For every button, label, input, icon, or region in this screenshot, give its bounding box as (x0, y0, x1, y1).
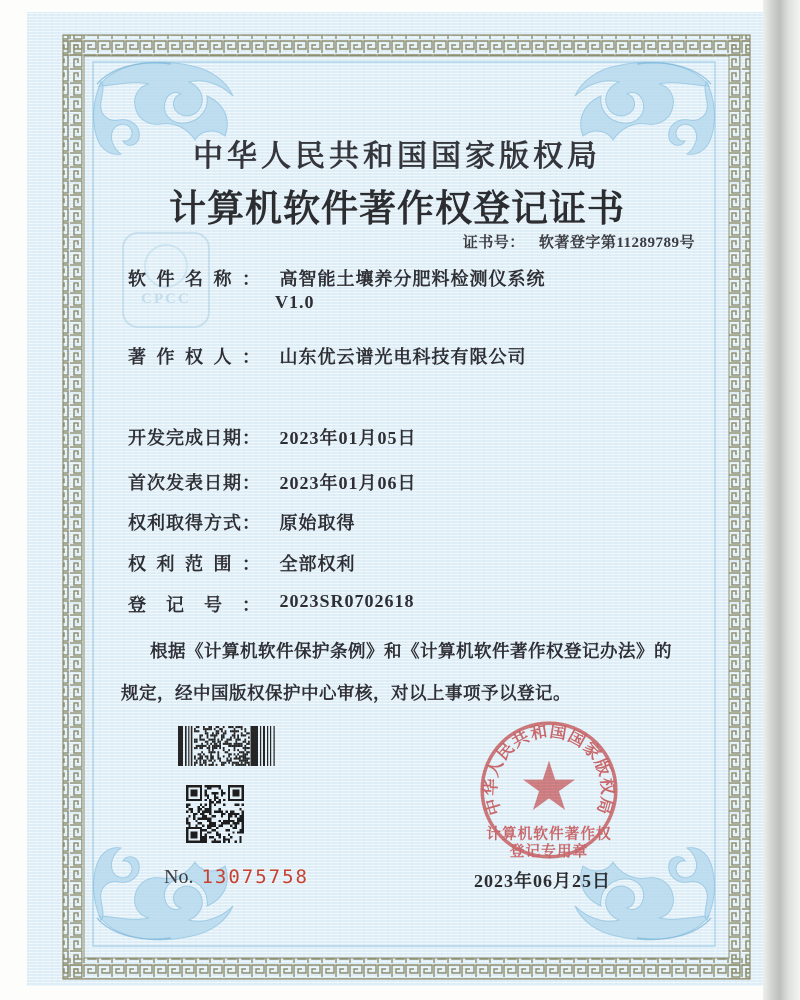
field-value: 全部权利 (279, 554, 356, 574)
certificate-paper (27, 12, 763, 986)
certificate-number-value: 软著登字第11289789号 (538, 235, 695, 251)
serial-label: No. (164, 866, 194, 888)
field-rights-scope (128, 550, 356, 576)
field-label: 开发完成日期： (128, 428, 260, 448)
statement-line-1: 根据《计算机软件保护条例》和《计算机软件著作权登记办法》的 (150, 641, 672, 661)
field-value: 2023年01月05日 (279, 428, 417, 448)
official-seal (468, 709, 630, 871)
seal-ring-text: 中华人民共和国国家版权局 (480, 721, 618, 818)
field-registration-number (128, 591, 415, 617)
statement-line-2: 规定，经中国版权保护中心审核，对以上事项予以登记。 (121, 683, 571, 703)
field-label: 著作权人： (128, 347, 260, 367)
field-label: 软件名称： (128, 269, 260, 289)
field-copyright-holder (128, 343, 527, 369)
scan-edge-artifact (763, 0, 800, 1000)
field-software-version: V1.0 (275, 292, 315, 312)
field-label: 登记号： (128, 595, 260, 615)
field-first-publish-date (128, 469, 417, 495)
serial-value: 13075758 (201, 866, 309, 888)
seal-line-2: 登记专用章 (509, 843, 589, 860)
issue-date: 2023年06月25日 (474, 871, 611, 891)
seal-line-1: 计算机软件著作权 (486, 826, 612, 843)
serial-number (164, 866, 309, 889)
authority-name: 中华人民共和国国家版权局 (193, 140, 601, 173)
qr-code (186, 785, 244, 843)
field-label: 权利范围： (128, 554, 260, 574)
watermark-text: CPCC (141, 291, 191, 307)
certificate-number-label: 证书号： (462, 235, 525, 251)
field-value: 原始取得 (279, 513, 356, 533)
field-value: 2023SR0702618 (279, 591, 415, 611)
field-software-name (128, 265, 546, 291)
field-value: 2023年01月06日 (279, 473, 417, 493)
star-icon (523, 761, 575, 810)
certificate-number (463, 231, 695, 252)
field-rights-acquisition (128, 509, 356, 535)
field-dev-complete-date (128, 424, 417, 450)
field-value: 高智能土壤养分肥料检测仪系统 (279, 269, 546, 289)
field-label: 首次发表日期： (128, 473, 260, 493)
field-label: 权利取得方式： (128, 513, 260, 533)
field-value: 山东优云谱光电科技有限公司 (279, 347, 527, 367)
certificate-title: 计算机软件著作权登记证书 (169, 189, 625, 230)
pdf417-barcode (178, 726, 280, 766)
